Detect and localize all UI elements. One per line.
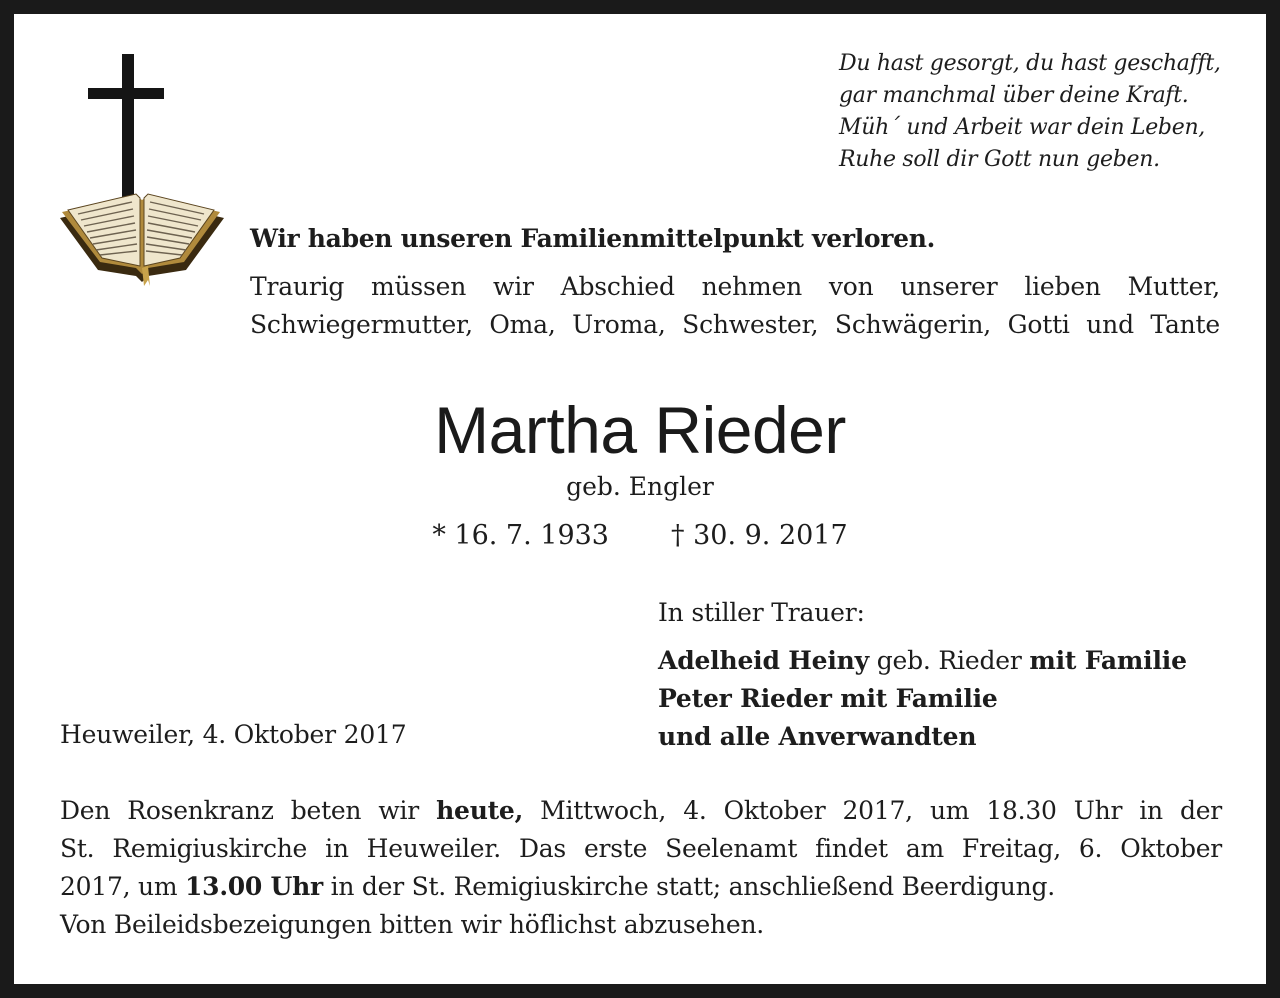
- mourner-line: [658, 718, 1238, 756]
- service-text: Mittwoch, 4. Oktober 2017, um 18.30 Uhr in der: [523, 796, 1222, 825]
- service-text: in der St. Remigiuskirche statt; anschließend Beerdigung.: [322, 872, 1055, 901]
- service-line: [60, 792, 1222, 830]
- service-line: Von Beileidsbezeigungen bitten wir höflichst abzusehen.: [60, 910, 764, 939]
- intro-text: [250, 268, 1220, 344]
- mourner-name: und alle Anverwandten: [658, 722, 977, 751]
- poem: [839, 48, 1259, 176]
- headline: Wir haben unseren Familienmittelpunkt verloren.: [250, 224, 936, 253]
- mourners-lead: In stiller Trauer:: [658, 598, 865, 627]
- mourner-line: [658, 680, 1238, 718]
- cross-with-open-bible-icon: [58, 54, 228, 294]
- mourners-block: [658, 594, 1238, 756]
- mourner-name: Adelheid Heiny: [658, 646, 869, 675]
- maiden-name: geb. Engler: [566, 472, 714, 501]
- poem-line: Du hast gesorgt, du hast geschafft,: [839, 51, 1221, 76]
- mourner-suffix: mit Familie: [1029, 646, 1187, 675]
- service-info: [60, 792, 1222, 944]
- service-text: Den Rosenkranz beten wir: [60, 796, 437, 825]
- intro-line: Traurig müssen wir Abschied nehmen von unserer lieben Mutter,: [250, 272, 1220, 301]
- service-bold: 13.00 Uhr: [185, 872, 323, 901]
- deceased-name: Martha Rieder: [434, 393, 846, 467]
- mourner-maiden: geb. Rieder: [868, 646, 1030, 675]
- service-text: 2017, um: [60, 872, 186, 901]
- poem-line: Müh´ und Arbeit war dein Leben,: [839, 115, 1206, 140]
- service-line: St. Remigiuskirche in Heuweiler. Das erste Seelenamt findet am Freitag, 6. Oktober: [60, 834, 1222, 863]
- intro-line: Schwiegermutter, Oma, Uroma, Schwester, Schwägerin, Gotti und Tante: [250, 310, 1220, 339]
- mourner-name: Peter Rieder mit Familie: [658, 684, 998, 713]
- obituary-notice: [14, 14, 1266, 984]
- service-bold: heute,: [436, 796, 524, 825]
- service-line: [60, 868, 1222, 906]
- mourner-line: [658, 642, 1238, 680]
- poem-line: Ruhe soll dir Gott nun geben.: [839, 147, 1160, 172]
- poem-line: gar manchmal über deine Kraft.: [839, 83, 1189, 108]
- birth-date: * 16. 7. 1933: [432, 520, 609, 551]
- life-dates: [14, 518, 1266, 554]
- death-date: † 30. 9. 2017: [671, 520, 848, 551]
- place-date: Heuweiler, 4. Oktober 2017: [60, 720, 407, 749]
